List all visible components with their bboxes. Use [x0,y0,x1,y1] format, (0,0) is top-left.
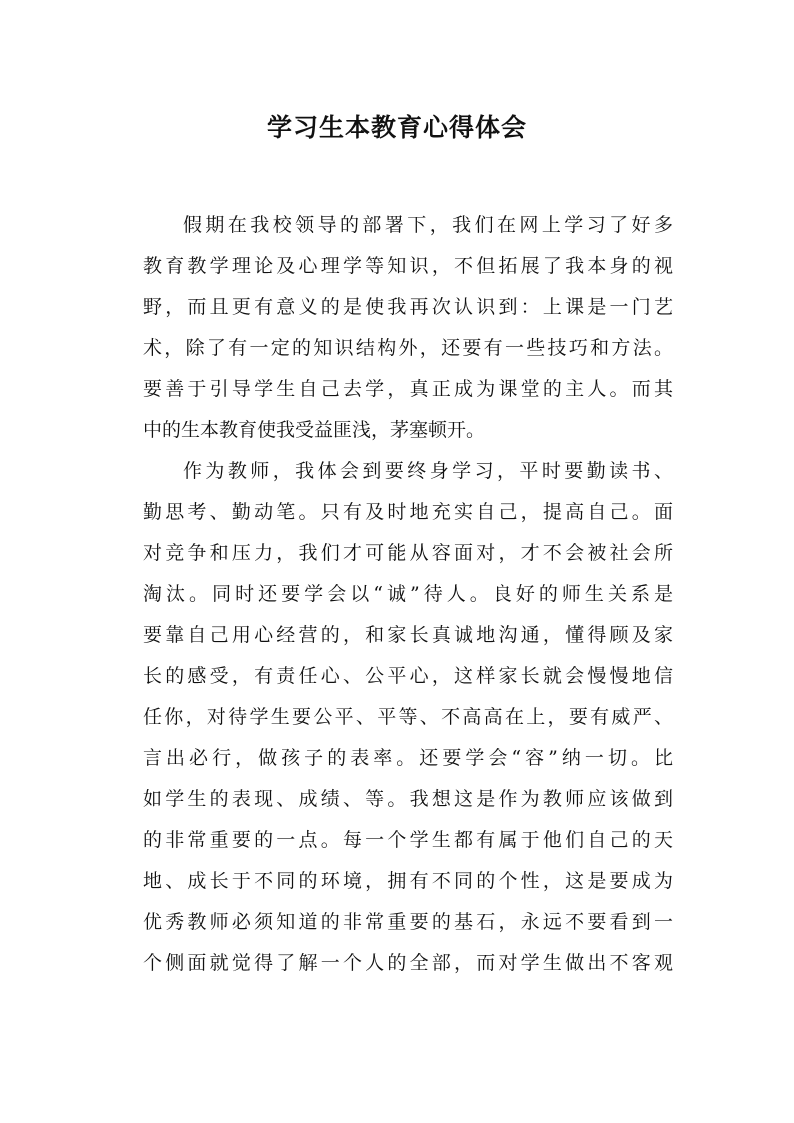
body-line: 对竞争和压力，我们才可能从容面对，才不会被社会所 [143,542,673,564]
body-line: 中的生本教育使我受益匪浅，茅塞顿开。 [143,419,486,441]
body-line: 假期在我校领导的部署下，我们在网上学习了好多 [183,214,673,236]
body-line: 教育教学理论及心理学等知识，不但拓展了我本身的视 [143,255,673,277]
body-line: 的非常重要的一点。每一个学生都有属于他们自己的天 [143,829,673,851]
document-body [143,205,673,984]
body-line: 作为教师，我体会到要终身学习，平时要勤读书、 [183,460,673,482]
body-line: 如学生的表现、成绩、等。我想这是作为教师应该做到 [143,788,673,810]
document-title: 学习生本教育心得体会 [266,113,527,142]
body-line: 勤思考、勤动笔。只有及时地充实自己，提高自己。面 [143,501,673,523]
body-line: 淘汰。同时还要学会以“诚”待人。良好的师生关系是 [143,583,673,605]
body-line: 地、成长于不同的环境，拥有不同的个性，这是要成为 [143,870,673,892]
body-line: 长的感受，有责任心、公平心，这样家长就会慢慢地信 [143,665,673,687]
body-line: 野，而且更有意义的是使我再次认识到：上课是一门艺 [143,296,673,318]
body-line: 要善于引导学生自己去学，真正成为课堂的主人。而其 [143,378,673,400]
body-line: 个侧面就觉得了解一个人的全部，而对学生做出不客观 [143,952,673,974]
body-line: 要靠自己用心经营的，和家长真诚地沟通，懂得顾及家 [143,624,673,646]
body-line: 言出必行，做孩子的表率。还要学会“容”纳一切。比 [143,747,673,769]
body-line: 优秀教师必须知道的非常重要的基石，永远不要看到一 [143,911,673,933]
body-line: 任你，对待学生要公平、平等、不高高在上，要有威严、 [143,706,673,728]
body-line: 术，除了有一定的知识结构外，还要有一些技巧和方法。 [143,337,673,359]
